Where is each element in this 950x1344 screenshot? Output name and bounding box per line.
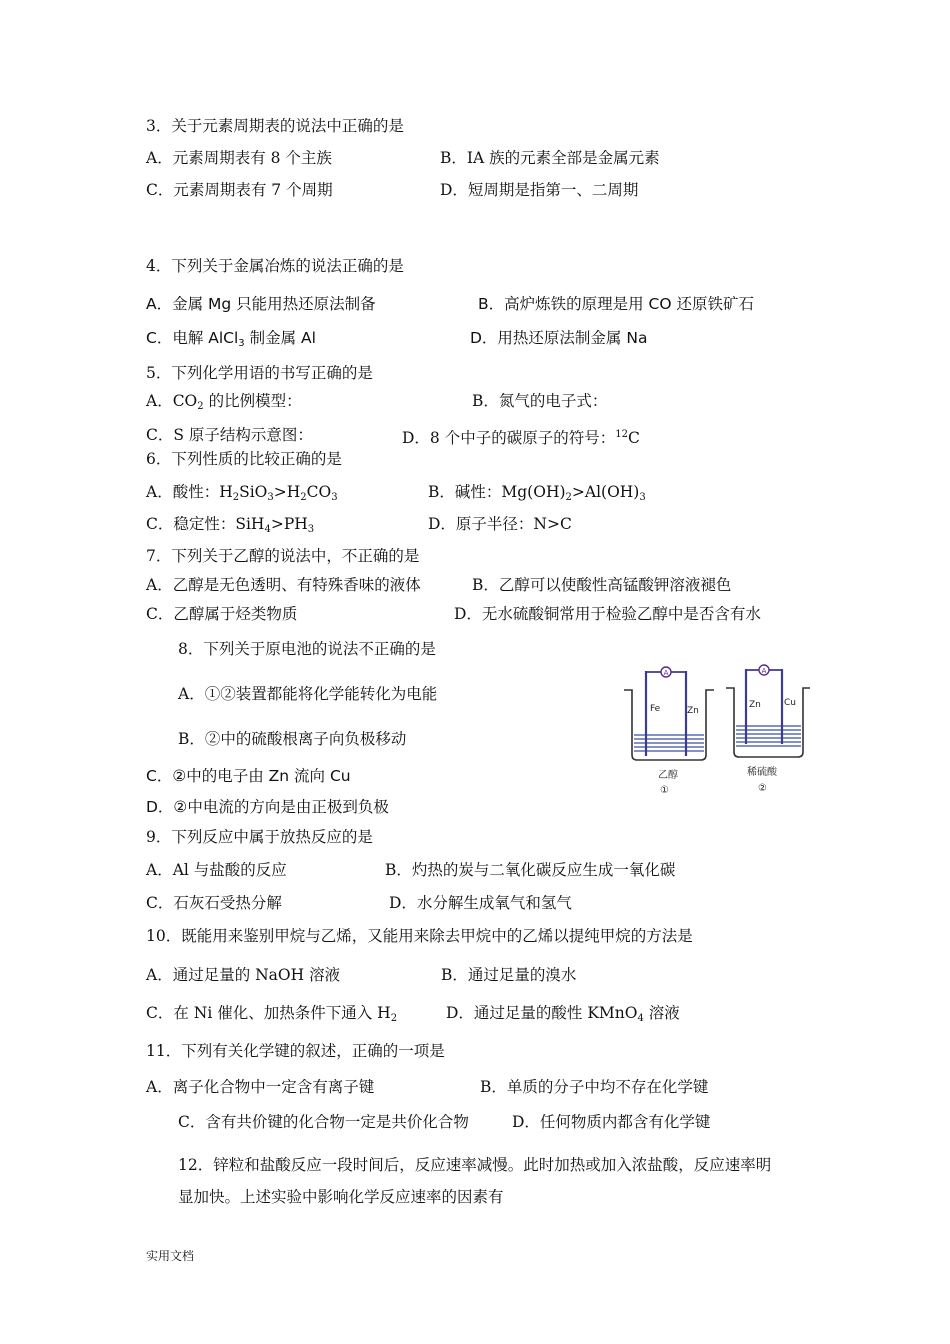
q5-option-b: B．氮气的电子式： [472,392,608,410]
q5-option-c: C．S 原子结构示意图： [146,426,313,444]
q8-option-c: C．②中的电子由 Zn 流向 Cu [146,767,351,785]
q8-option-d: D．②中电流的方向是由正极到负极 [146,798,389,816]
q11-option-c: C．含有共价键的化合物一定是共价化合物 [178,1113,469,1131]
q4-stem: 4．下列关于金属冶炼的说法正确的是 [146,257,404,275]
ammeter-label: A [663,669,669,677]
q11-stem: 11．下列有关化学键的叙述，正确的一项是 [146,1042,445,1060]
q8-option-b: B．②中的硫酸根离子向负极移动 [178,730,407,748]
q11-option-a: A．离子化合物中一定含有离子键 [146,1078,375,1096]
cell-1-number: ① [660,785,669,796]
q7-option-a: A．乙醇是无色透明、有特殊香味的液体 [146,576,421,594]
cell-2-right-label: Cu [784,698,796,708]
q4-option-d: D．用热还原法制金属 Na [470,329,648,347]
q12-line-2: 显加快。上述实验中影响化学反应速率的因素有 [178,1188,504,1206]
cell-1-left-label: Fe [650,704,661,714]
q6-option-a: A．酸性：$H_2SiO_3>H_2CO_3$ [146,483,338,503]
q3-stem: 3．关于元素周期表的说法中正确的是 [146,117,404,135]
cell-1-solution-label: 乙醇 [658,770,678,781]
q8-stem: 8．下列关于原电池的说法不正确的是 [178,640,436,658]
q3-option-c: C．元素周期表有 7 个周期 [146,181,333,199]
q9-option-d: D．水分解生成氧气和氢气 [389,894,572,912]
cell-1-liquid [634,735,704,751]
q3-option-b: B．ⅠA 族的元素全部是金属元素 [440,149,660,167]
cell-2-number: ② [758,783,767,794]
cell-2-solution-label: 稀硫酸 [747,767,777,778]
q6-option-b: B．碱性：$Mg(OH)_2>Al(OH)_3$ [428,483,646,503]
cell-2 [726,665,810,794]
q6-stem: 6．下列性质的比较正确的是 [146,450,342,468]
page-footer: 实用文档 [146,1249,195,1263]
q10-option-b: B．通过足量的溴水 [441,966,577,984]
q6-option-d: D．原子半径：N>C [428,515,572,533]
q8-option-a: A．①②装置都能将化学能转化为电能 [178,685,438,703]
cell-1-right-label: Zn [687,706,699,716]
galvanic-cells-diagram [618,660,818,800]
q10-stem: 10．既能用来鉴别甲烷与乙烯，又能用来除去甲烷中的乙烯以提纯甲烷的方法是 [146,927,693,945]
q10-option-a: A．通过足量的 NaOH 溶液 [146,966,341,984]
q4-option-a: A．金属 Mg 只能用热还原法制备 [146,295,376,313]
q9-option-c: C．石灰石受热分解 [146,894,282,912]
q3-option-d: D．短周期是指第一、二周期 [440,181,639,199]
ammeter-label: A [761,667,767,675]
q9-option-b: B．灼热的炭与二氧化碳反应生成一氧化碳 [385,861,676,879]
cell-2-left-label: Zn [749,700,761,710]
q7-option-c: C．乙醇属于烃类物质 [146,605,298,623]
q5-option-a: A．$CO_2$ 的比例模型： [146,392,302,412]
q7-stem: 7．下列关于乙醇的说法中，不正确的是 [146,547,420,565]
q12-line-1: 12．锌粒和盐酸反应一段时间后，反应速率减慢。此时加热或加入浓盐酸，反应速率明 [178,1156,772,1174]
q9-stem: 9．下列反应中属于放热反应的是 [146,828,373,846]
q11-option-b: B．单质的分子中均不存在化学键 [480,1078,709,1096]
q10-option-c: C．在 Ni 催化、加热条件下通入 $H_2$ [146,1004,398,1024]
q5-option-d: D．8 个中子的碳原子的符号：$^{12}$C [402,429,640,447]
q9-option-a: A．Al 与盐酸的反应 [146,861,287,879]
q7-option-b: B．乙醇可以使酸性高锰酸钾溶液褪色 [472,576,732,594]
q4-option-b: B．高炉炼铁的原理是用 CO 还原铁矿石 [478,295,755,313]
q3-option-a: A．元素周期表有 8 个主族 [146,149,332,167]
q7-option-d: D．无水硫酸铜常用于检验乙醇中是否含有水 [454,605,761,623]
q11-option-d: D．任何物质内都含有化学键 [512,1113,711,1131]
q4-option-c: C．电解 AlCl$_3$ 制金属 Al [146,329,316,349]
q6-option-c: C．稳定性：$SiH_4>PH_3$ [146,515,315,535]
q5-stem: 5．下列化学用语的书写正确的是 [146,364,373,382]
q10-option-d: D．通过足量的酸性 KMnO$_4$ 溶液 [446,1004,680,1024]
cell-1 [624,667,714,796]
